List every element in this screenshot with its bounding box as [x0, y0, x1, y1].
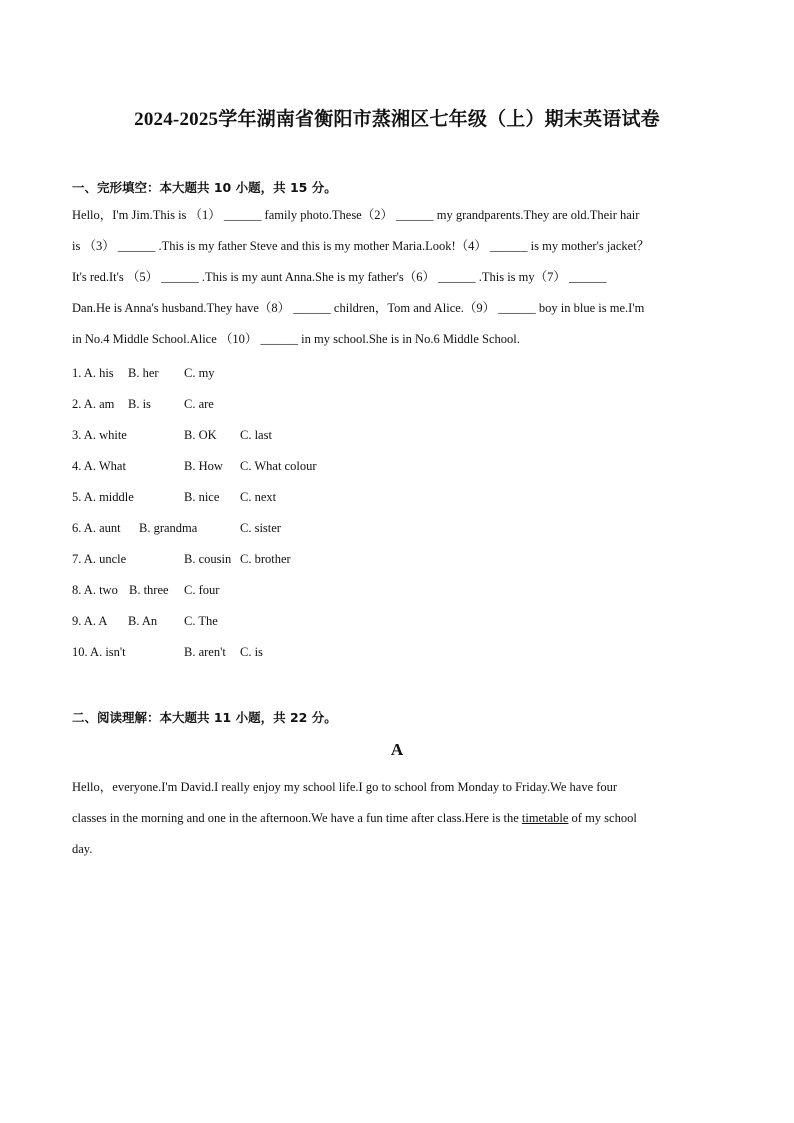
- option-b: B. How: [184, 459, 223, 473]
- question-row: [72, 606, 722, 637]
- question-row: [72, 420, 722, 451]
- question-row: [72, 451, 722, 482]
- option-a: 10. A. isn't: [72, 645, 126, 659]
- question-row: [72, 637, 722, 668]
- question-row: [72, 358, 722, 389]
- option-b: B. cousin: [184, 552, 232, 566]
- question-row: [72, 482, 722, 513]
- passage-line: day.: [72, 842, 93, 856]
- passage-line: It's red.It's （5） ______ .This is my aunt Anna.She is my father's（6） ______ .This is my（7） ______: [72, 270, 607, 284]
- passage-line: Hello，I'm Jim.This is （1） ______ family photo.These（2） ______ my grandparents.They are old.Their hair: [72, 208, 640, 222]
- option-a: 5. A. middle: [72, 490, 134, 504]
- option-b: B. grandma: [139, 521, 198, 535]
- passage-text: classes in the morning and one in the afternoon.We have a fun time after class.Here is the: [72, 811, 522, 825]
- passage-line: is （3） ______ .This is my father Steve and this is my mother Maria.Look!（4） ______ is my mother's jacket？: [72, 239, 650, 253]
- option-c: C. sister: [240, 521, 281, 535]
- passage-line: in No.4 Middle School.Alice （10） ______ in my school.She is in No.6 Middle School.: [72, 332, 520, 346]
- option-b: B. nice: [184, 490, 220, 504]
- option-c: C. is: [240, 645, 263, 659]
- section-1-heading: 一、完形填空：本大题共 10 小题，共 15 分。: [72, 180, 337, 195]
- option-c: C. next: [240, 490, 277, 504]
- question-row: [72, 513, 722, 544]
- option-a: 8. A. two: [72, 583, 118, 597]
- option-c: C. brother: [240, 552, 291, 566]
- option-c: C. are: [184, 397, 214, 411]
- option-b: B. three: [129, 583, 169, 597]
- option-a: 2. A. am: [72, 397, 115, 411]
- option-b: B. is: [128, 397, 151, 411]
- reading-passage: [72, 772, 722, 865]
- passage-line: Dan.He is Anna's husband.They have（8） ______ children，Tom and Alice.（9） ______ boy in blue is me.I'm: [72, 301, 645, 315]
- cloze-passage: [72, 200, 722, 355]
- passage-text: of my school: [568, 811, 637, 825]
- option-b: B. aren't: [184, 645, 226, 659]
- page-title: 2024-2025学年湖南省衡阳市蒸湘区七年级（上）期末英语试卷: [134, 109, 660, 130]
- option-c: C. my: [184, 366, 215, 380]
- option-a: 7. A. uncle: [72, 552, 127, 566]
- option-a: 9. A. A: [72, 614, 108, 628]
- option-c: C. four: [184, 583, 220, 597]
- passage-line: Hello，everyone.I'm David.I really enjoy my school life.I go to school from Monday to Friday.We have four: [72, 780, 618, 794]
- option-c: C. last: [240, 428, 272, 442]
- option-c: C. What colour: [240, 459, 317, 473]
- option-b: B. OK: [184, 428, 217, 442]
- option-a: 1. A. his: [72, 366, 114, 380]
- question-row: [72, 575, 722, 606]
- question-row: [72, 544, 722, 575]
- section-2-heading: 二、阅读理解：本大题共 11 小题，共 22 分。: [72, 710, 337, 725]
- option-b: B. An: [128, 614, 158, 628]
- option-a: 6. A. aunt: [72, 521, 121, 535]
- option-a: 4. A. What: [72, 459, 126, 473]
- question-options: [72, 358, 722, 668]
- option-b: B. her: [128, 366, 159, 380]
- option-c: C. The: [184, 614, 218, 628]
- passage-a-label: A: [390, 740, 404, 759]
- passage-line: [72, 803, 722, 834]
- option-a: 3. A. white: [72, 428, 127, 442]
- question-row: [72, 389, 722, 420]
- underlined-word: timetable: [521, 811, 569, 825]
